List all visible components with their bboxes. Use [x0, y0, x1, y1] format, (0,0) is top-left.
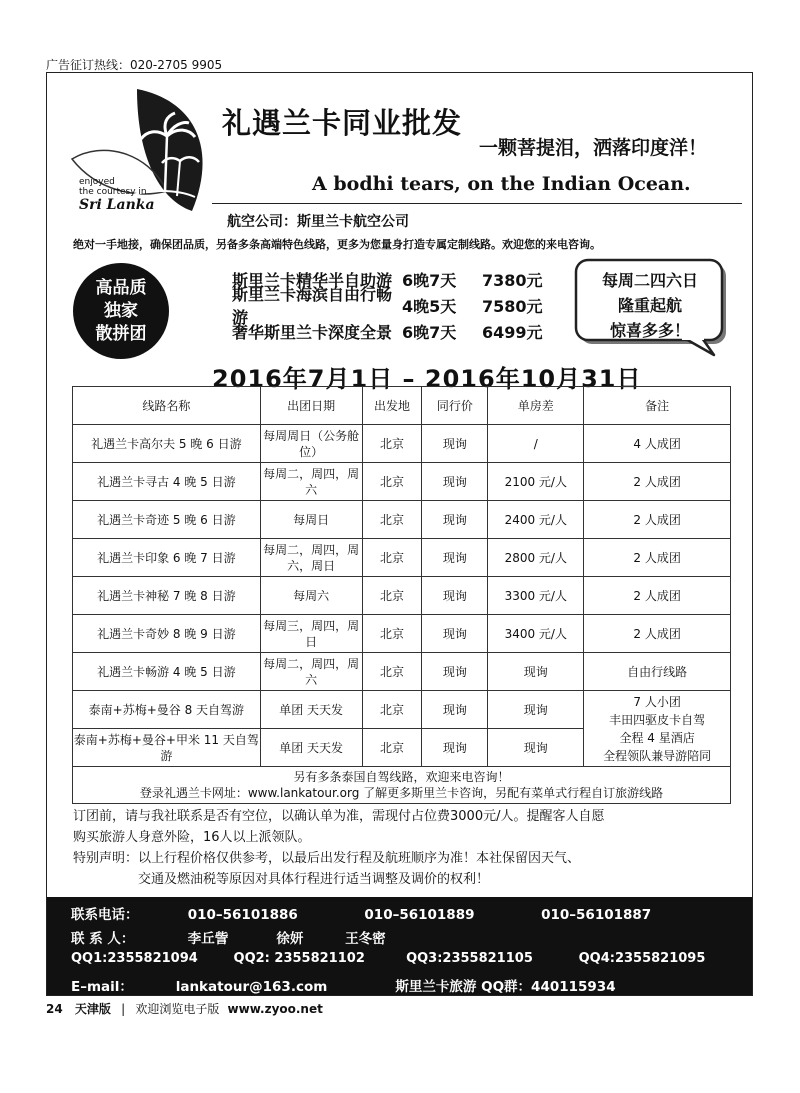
- column-header: 单房差: [488, 387, 584, 425]
- table-row: 泰南+苏梅+曼谷+甲米 11 天自驾游 单团 天天发 北京 现询 现询: [73, 729, 731, 767]
- column-header: 出发地: [362, 387, 422, 425]
- airline-info: 航空公司：斯里兰卡航空公司: [227, 214, 409, 230]
- table-row: 泰南+苏梅+曼谷 8 天自驾游 单团 天天发 北京 现询 现询 7 人小团 丰田四驱皮卡自驾 全程 4 星酒店 全程领队兼导游陪同: [73, 691, 731, 729]
- column-header: 备注: [584, 387, 731, 425]
- phone-number: 010–56101889: [364, 907, 475, 923]
- valid-date-range: 2016年7月1日 – 2016年10月31日: [212, 365, 642, 393]
- phone-number: 010–56101887: [541, 907, 652, 923]
- quality-badge: 高品质 独家 散拼团: [73, 263, 169, 359]
- promo-list: [232, 266, 543, 344]
- ad-frame: [46, 72, 753, 996]
- table-header-row: [73, 387, 731, 425]
- email-address: lankatour@163.com: [175, 979, 328, 995]
- contact-person: 王冬密: [345, 931, 386, 947]
- phone-number: 010–56101886: [187, 907, 298, 923]
- table-row: 礼遇兰卡寻古 4 晚 5 日游 每周二，周四，周六 北京 现询 2100 元/人 2 人成团: [73, 463, 731, 501]
- page-number: 24: [46, 1002, 63, 1016]
- contact-qq-row: QQ1:2355821094 QQ2: 2355821102 QQ3:2355821105 QQ4:2355821095: [71, 951, 706, 966]
- website-link[interactable]: www.zyoo.net: [227, 1002, 323, 1016]
- intro-text: 绝对一手地接，确保团品质，另备多条高端特色线路，更多为您量身打造专属定制线路。欢迎您的来电咨询。: [73, 238, 601, 251]
- promo-item: 斯里兰卡精华半自助游 6晚7天 7380元: [232, 270, 543, 290]
- qq-group: 斯里兰卡旅游 QQ群：440115934: [395, 979, 616, 995]
- column-header: 出团日期: [260, 387, 362, 425]
- edition-label: 天津版: [74, 1002, 111, 1016]
- column-header: 线路名称: [73, 387, 261, 425]
- schedule-callout: 每周二四六日 隆重起航 惊喜多多！: [574, 258, 734, 358]
- table-row: 礼遇兰卡奇迹 5 晚 6 日游 每周日 北京 现询 2400 元/人 2 人成团: [73, 501, 731, 539]
- page-footer: 24 天津版 | 欢迎浏览电子版 www.zyoo.net: [46, 1002, 323, 1016]
- contact-panel: [47, 897, 752, 995]
- logo-text: enjoyed the courtesy in Sri Lanka: [79, 177, 155, 213]
- brand-slogan-english: A bodhi tears, on the Indian Ocean.: [312, 173, 691, 195]
- promo-item: 奢华斯里兰卡深度全景 6晚7天 6499元: [232, 322, 543, 342]
- table-row: 礼遇兰卡高尔夫 5 晚 6 日游 每周周日（公务舱位） 北京 现询 / 4 人成团: [73, 425, 731, 463]
- table-row: 礼遇兰卡畅游 4 晚 5 日游 每周二，周四，周六 北京 现询 现询 自由行线路: [73, 653, 731, 691]
- sri-lanka-logo: [67, 81, 232, 216]
- table-row: 礼遇兰卡印象 6 晚 7 日游 每周二，周四，周六，周日 北京 现询 2800 元/人 2 人成团: [73, 539, 731, 577]
- header-divider: [212, 203, 742, 204]
- brand-slogan: 一颗菩提泪，洒落印度洋！: [479, 137, 708, 159]
- promo-item: 斯里兰卡海滨自由行畅游 4晚5天 7580元: [232, 285, 543, 327]
- contact-people-row: 联 系 人： 李丘訾 徐妍 王冬密: [71, 927, 386, 947]
- table-row: 礼遇兰卡奇妙 8 晚 9 日游 每周三，周四，周日 北京 现询 3400 元/人 2 人成团: [73, 615, 731, 653]
- contact-person: 徐妍: [276, 931, 304, 947]
- booking-notices: 订团前，请与我社联系是否有空位，以确认单为准，需现付占位费3000元/人。提醒客人自愿 购买旅游人身意外险，16人以上派领队。 特别声明：以上行程价格仅供参考，以最后出发行程及航班顺序为准！本社保留因天气、 交通及燃油税等原因对具体行程进行适当调整及调价的权利！: [73, 809, 605, 887]
- logo-brand-text: Sri Lanka: [79, 197, 155, 213]
- table-row: 礼遇兰卡神秘 7 晚 8 日游 每周六 北京 现询 3300 元/人 2 人成团: [73, 577, 731, 615]
- table-footer-row: 另有多条泰国自驾线路，欢迎来电咨询！ 登录礼遇兰卡网址：www.lankatour.org 了解更多斯里兰卡咨询，另配有菜单式行程自订旅游线路: [73, 767, 731, 804]
- ad-hotline: 广告征订热线：020-2705 9905: [46, 58, 223, 72]
- column-header: 同行价: [422, 387, 488, 425]
- contact-phone-row: 联系电话： 010–56101886 010–56101889 010–56101887: [71, 907, 652, 923]
- brand-title: 礼遇兰卡同业批发: [222, 106, 463, 140]
- contact-person: 李丘訾: [187, 931, 229, 947]
- shared-note-cell: 7 人小团 丰田四驱皮卡自驾 全程 4 星酒店 全程领队兼导游陪同: [584, 691, 731, 767]
- contact-email-row: E–mail： lankatour@163.com 斯里兰卡旅游 QQ群：440115934: [71, 975, 616, 995]
- route-table: [72, 386, 731, 804]
